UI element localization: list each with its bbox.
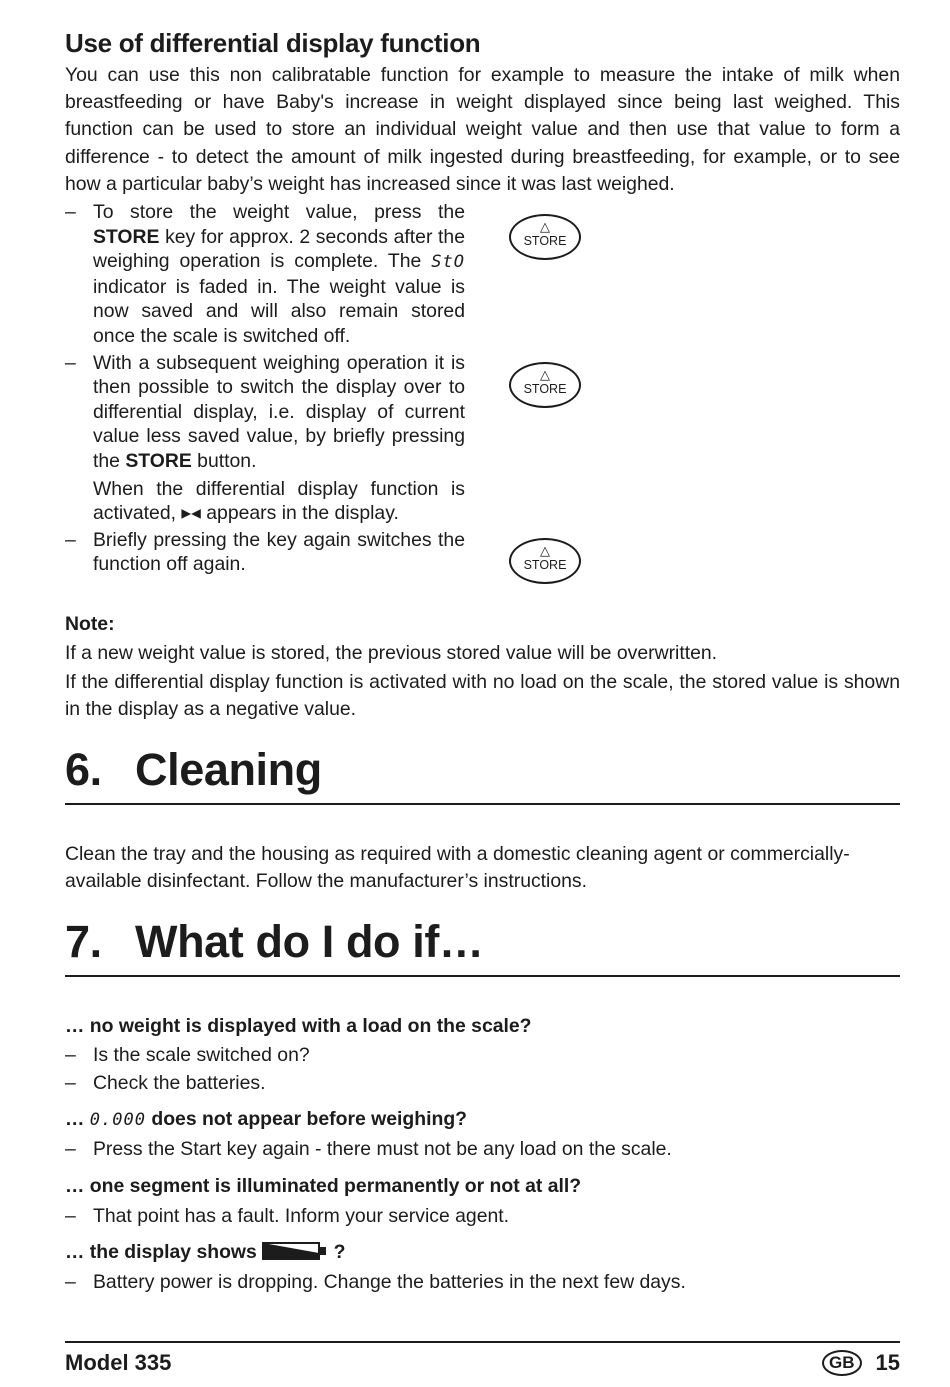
store-button-icon: △ STORE xyxy=(509,362,581,408)
differential-intro: You can use this non calibratable function for example to measure the intake of milk when breastfeeding or have Baby's increase in weight displayed since being last weighed. This function can be used to store an individual weight value and then use that value to form a difference - to detect the amount of milk ingested during breastfeeding, for example, or to see how a particular baby’s weight has increased since it was last weighed. xyxy=(65,64,900,195)
faq-answer: – Press the Start key again - there must not be any load on the scale. xyxy=(65,1138,672,1160)
triangle-icon: △ xyxy=(540,543,550,558)
sto-indicator: StO xyxy=(431,252,465,273)
store-button-icon: △ STORE xyxy=(509,538,581,584)
section-divider xyxy=(65,803,900,805)
differential-heading: Use of differential display function xyxy=(65,28,481,58)
differential-symbol-icon: ▸◂ xyxy=(181,502,201,525)
troubleshooting-heading: 7. What do I do if… xyxy=(65,916,484,967)
zero-display-indicator: 0.000 xyxy=(89,1110,146,1130)
store-button-label: STORE xyxy=(125,449,192,472)
instruction-item-differential: – With a subsequent weighing operation it is then possible to switch the display over to differential display, i.e. display of current value less saved value, by briefly pressing the STORE button. When the differential display function is activated, ▸◂ appears in the display. xyxy=(65,351,465,525)
list-dash: – xyxy=(65,351,76,374)
note-text-1: If a new weight value is stored, the previous stored value will be overwritten. xyxy=(65,642,718,664)
cleaning-text: Clean the tray and the housing as required with a domestic cleaning agent or commercially-available disinfectant. Follow the manufacturer’s instructions. xyxy=(65,843,850,893)
cleaning-heading: 6. Cleaning xyxy=(65,744,322,795)
faq-question: … 0.000 does not appear before weighing? xyxy=(65,1108,468,1130)
instruction-list xyxy=(65,200,465,577)
list-dash: – xyxy=(65,528,76,551)
instruction-item-store: – To store the weight value, press the STORE key for approx. 2 seconds after the weighing operation is complete. The StO indicator is faded in. The weight value is now saved and will also remain stored once the scale is switched off. xyxy=(65,201,465,347)
country-badge-icon: GB xyxy=(822,1350,862,1376)
model-label: Model 335 xyxy=(65,1350,172,1375)
faq-answer: – Check the batteries. xyxy=(65,1072,266,1094)
faq-question: … the display shows ? xyxy=(65,1241,346,1263)
footer-divider xyxy=(65,1341,900,1343)
section-divider xyxy=(65,975,900,977)
instruction-item-off: – Briefly pressing the key again switches the function off again. xyxy=(65,528,465,576)
page-number: 15 xyxy=(875,1350,900,1375)
low-battery-icon xyxy=(262,1242,328,1260)
triangle-icon: △ xyxy=(540,367,550,382)
faq-question: … no weight is displayed with a load on the scale? xyxy=(65,1015,532,1037)
faq-answer: – That point has a fault. Inform your service agent. xyxy=(65,1205,510,1227)
list-dash: – xyxy=(65,201,76,223)
page-info xyxy=(822,1350,900,1376)
triangle-icon: △ xyxy=(540,219,550,234)
note-label: Note: xyxy=(65,613,115,635)
faq-question: … one segment is illuminated permanently or not at all? xyxy=(65,1175,582,1197)
store-key-label: STORE xyxy=(93,225,160,248)
note-text-2: If the differential display function is activated with no load on the scale, the stored value is shown in the display as a negative value. xyxy=(65,671,900,721)
faq-answer: – Is the scale switched on? xyxy=(65,1044,310,1066)
store-button-icon: △ STORE xyxy=(509,214,581,260)
faq-answer: – Battery power is dropping. Change the batteries in the next few days. xyxy=(65,1271,686,1293)
